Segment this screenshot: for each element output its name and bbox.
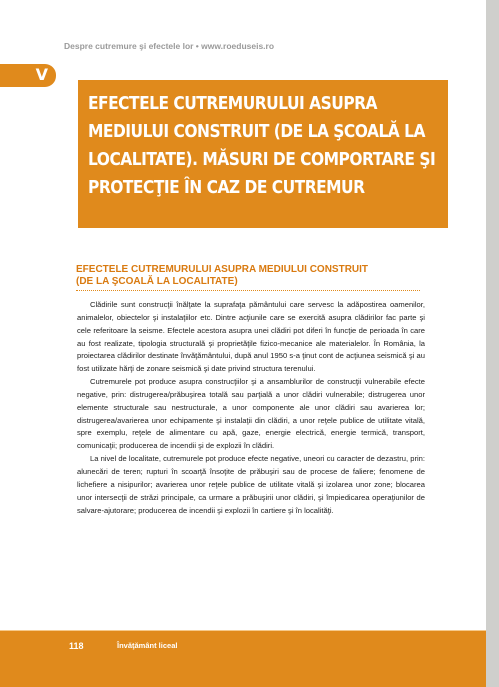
chapter-title: EFECTELE CUTREMURULUI ASUPRA MEDIULUI CONSTRUIT (DE LA ŞCOALĂ LA LOCALITATE). MĂSURI DE COMPORTARE ŞI PROTECŢIE ÎN CAZ DE CUTREMUR xyxy=(88,93,436,198)
paragraph: Clădirile sunt construcţii înălţate la suprafaţa pământului care servesc la adăpostirea oamenilor, animalelor, obiectelor şi instalaţiilor etc. Dintre acţiunile care se exercită asupra clădirilor fac parte şi cele referitoare la seisme. Efectele acestora asupra unei clădiri pot diferi în funcţie de perioada în care au fost realizate, tipologia structurală şi proprietăţile fizico-mecanice ale materialelor. În România, la proiectarea clădirilor destinate învăţământului, după anul 1950 s-a ţinut cont de acţiunea seismică şi au fost utilizate hărţi de zonare seismică şi date privind structura terenului. xyxy=(77,300,425,374)
paragraph: Cutremurele pot produce asupra construcţiilor şi a ansamblurilor de construcţii vulnerabile efecte negative, prin: distrugerea/prăbuşirea totală sau parţială a unor clădiri vulnerabile; distrugerea unor elemente structurale sau nestructurale, a unor componente ale unor clădiri sau avarierea lor; distrugerea/avarierea unor echipamente şi instalaţii din clădiri, a unor reţele publice de utilitate vitală, spre exemplu, reţele de alimentare cu apă, gaze, energie electrică, energie termică, transport, comunicaţii; producerea de incendii şi de explozii în clădiri. xyxy=(77,377,425,451)
body-text xyxy=(77,299,425,517)
section-heading-underline xyxy=(76,290,420,291)
paragraph: La nivel de localitate, cutremurele pot produce efecte negative, uneori cu caracter de dezastru, prin: alunecări de teren; rupturi în scoarţă însoţite de prăbuşiri sau de procese de faliere; fenomene de lichefiere a nisipurilor; avarierea unor reţele publice de utilitate vitală şi izolarea unor zone; blocarea unor intersecţii de străzi principale, ca urmare a prăbuşirii unor clădiri, şi împiedicarea operaţiunilor de salvare-ajutorare; producerea de incendii şi explozii în cartiere şi în localităţi. xyxy=(77,454,425,515)
running-head: Despre cutremure şi efectele lor • www.roeduseis.ro xyxy=(64,41,275,51)
footer-label: Învăţământ liceal xyxy=(117,641,178,650)
footer-band xyxy=(0,630,486,687)
page-number: 118 xyxy=(69,641,84,651)
chapter-number: V xyxy=(35,65,48,84)
title-box xyxy=(78,80,448,228)
section-heading-line-1: EFECTELE CUTREMURULUI ASUPRA MEDIULUI CONSTRUIT xyxy=(76,264,369,275)
section-heading xyxy=(76,264,406,288)
chapter-tab xyxy=(0,64,56,87)
page-edge xyxy=(486,0,499,687)
footer-divider xyxy=(0,630,486,631)
section-heading-line-2: (DE LA ŞCOALĂ LA LOCALITATE) xyxy=(76,276,238,287)
